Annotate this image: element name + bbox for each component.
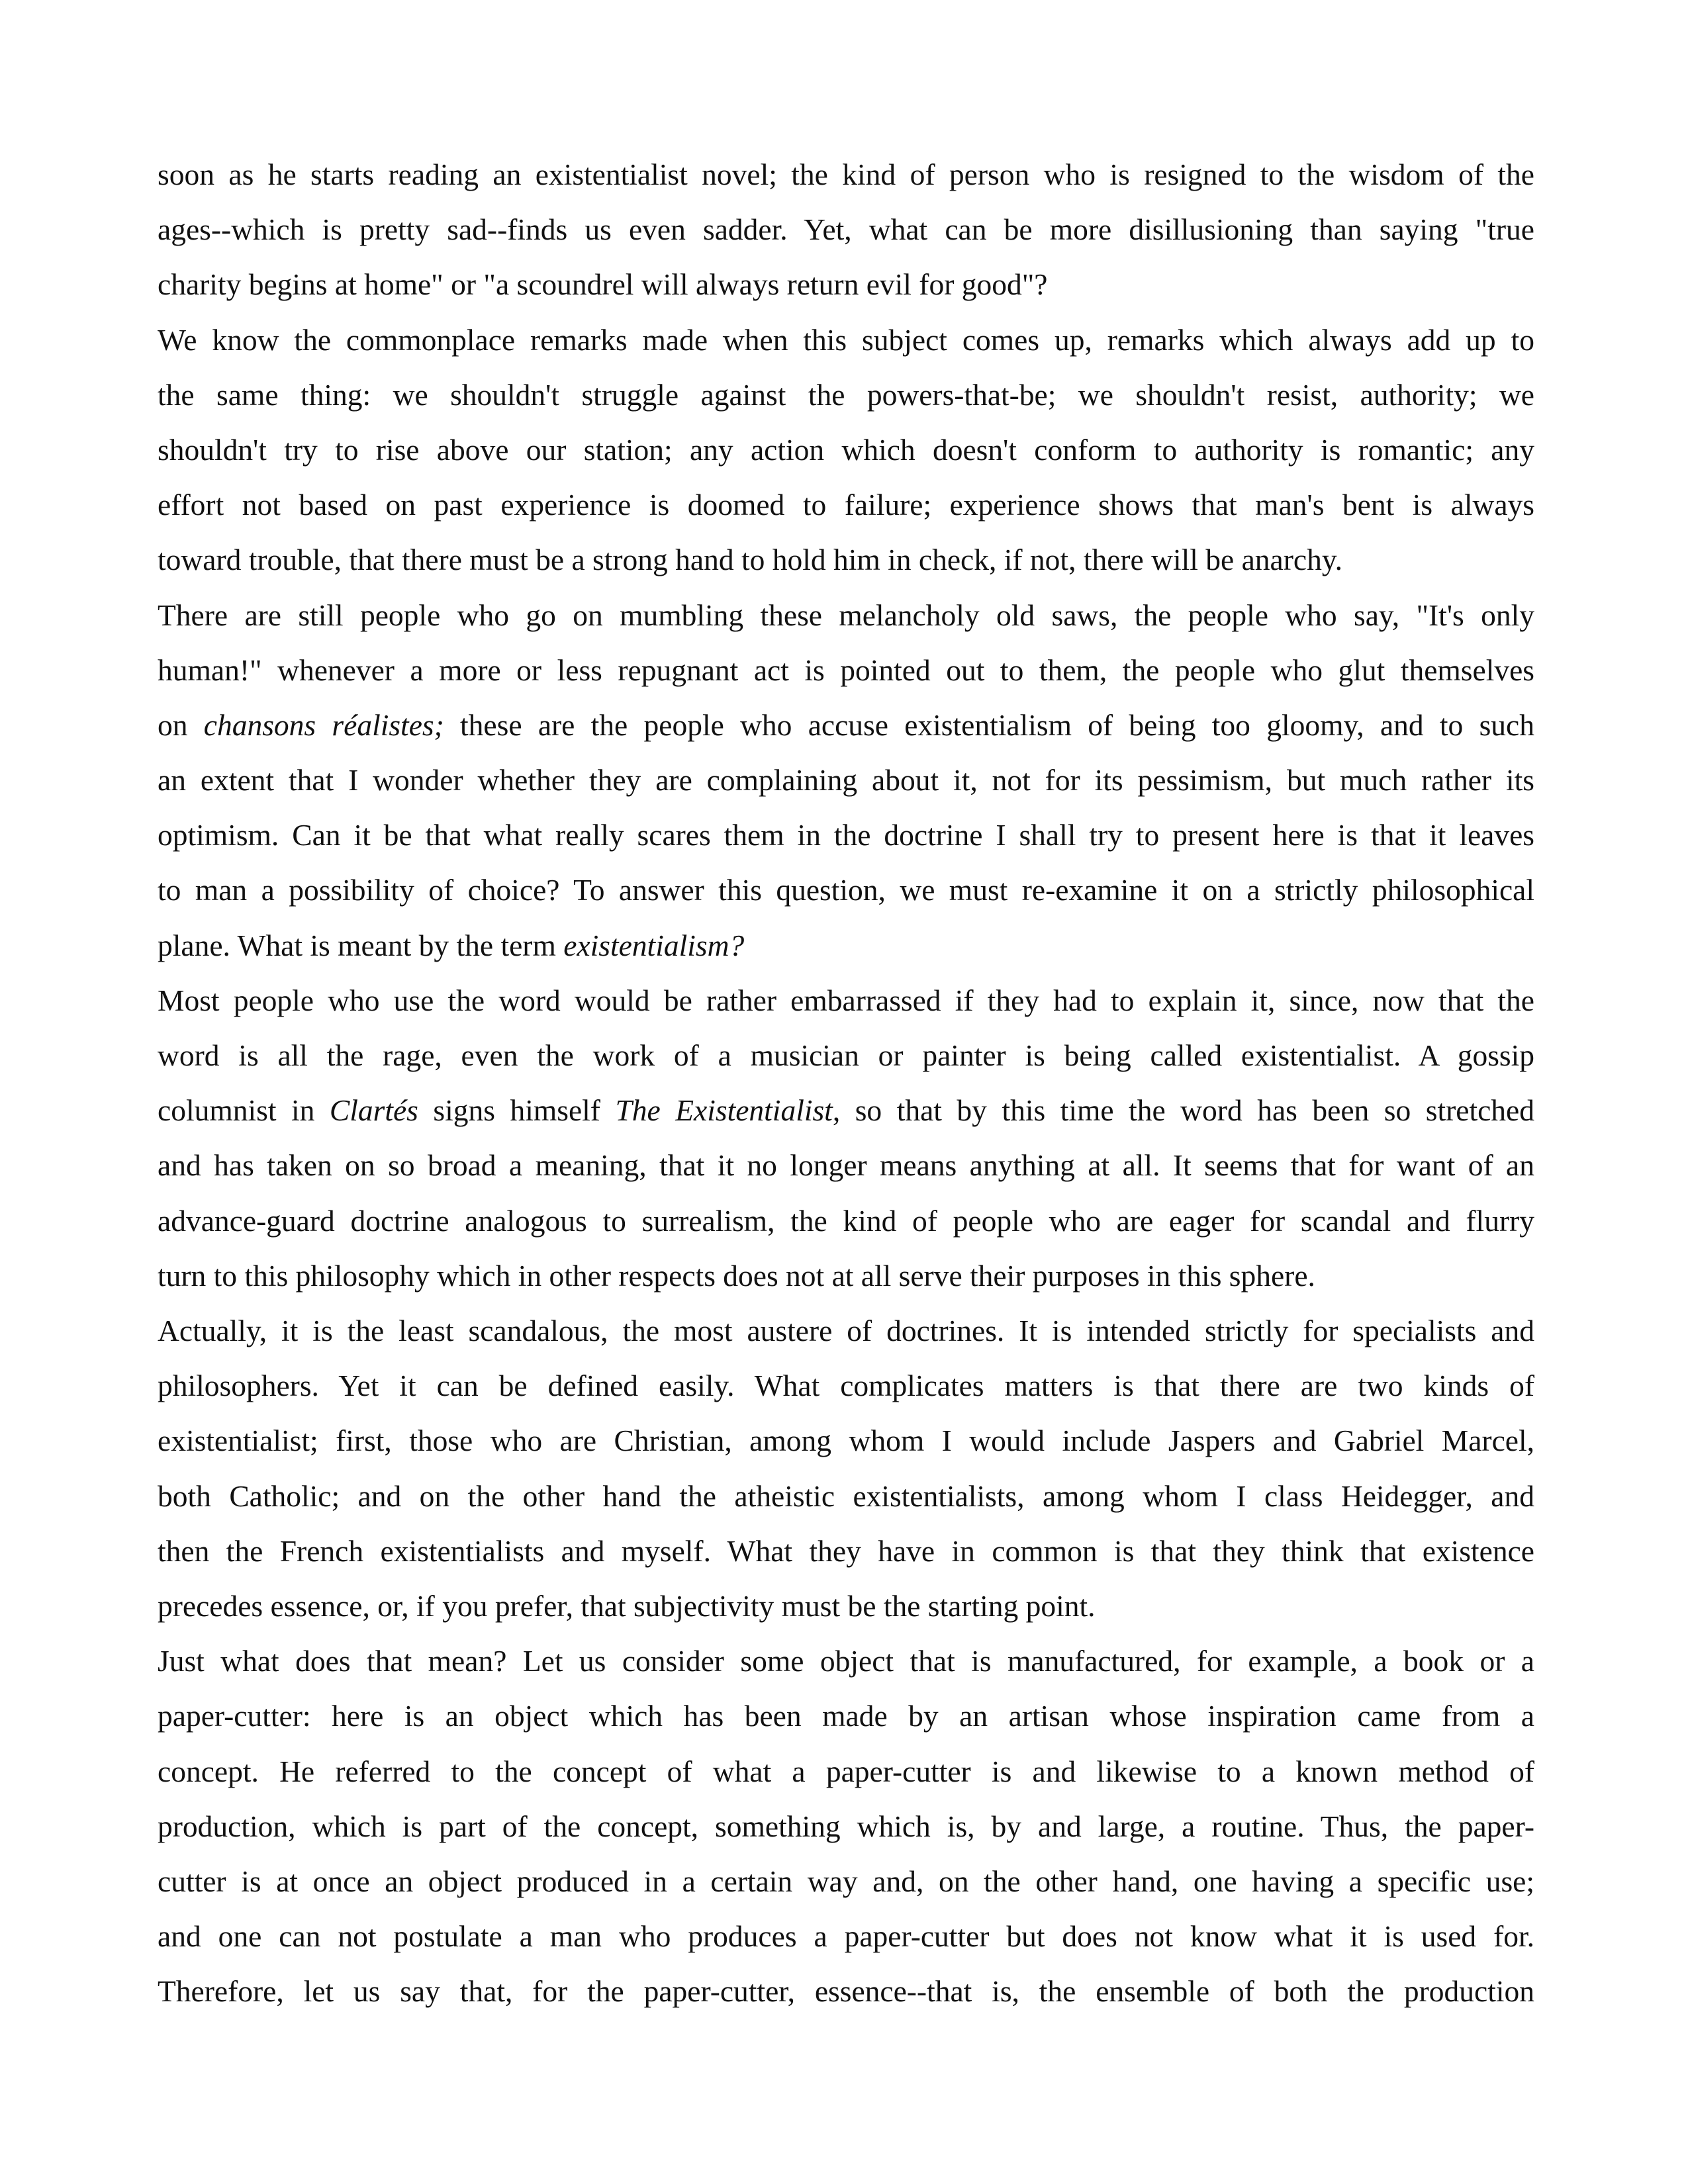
- text-line: We know the commonplace remarks made when this subject comes up, remarks which always add up to: [158, 322, 1534, 357]
- document-page: [158, 147, 1534, 2019]
- text-line: existentialist; first, those who are Christian, among whom I would include Jaspers and Gabriel Marcel,: [158, 1424, 1534, 1458]
- text-line: Therefore, let us say that, for the paper-cutter, essence--that is, the ensemble of both the production: [158, 1974, 1534, 2009]
- paragraph-4: [158, 973, 1534, 1303]
- paragraph-5: [158, 1303, 1534, 1633]
- italic-phrase: The Existentialist: [615, 1093, 833, 1128]
- italic-phrase: existentialism?: [563, 928, 745, 962]
- text-line: charity begins at home" or "a scoundrel will always return evil for good"?: [158, 267, 1048, 302]
- text-segment: columnist in: [158, 1093, 330, 1128]
- text-line: production, which is part of the concept, something which is, by and large, a routine. Thus, the paper-: [158, 1809, 1534, 1843]
- text-line: toward trouble, that there must be a strong hand to hold him in check, if not, there will be anarchy.: [158, 543, 1343, 577]
- italic-phrase: Clartés: [329, 1093, 418, 1128]
- text-line: soon as he starts reading an existentialist novel; the kind of person who is resigned to the wisdom of the: [158, 158, 1534, 191]
- text-line: and has taken on so broad a meaning, that it no longer means anything at all. It seems that for want of an: [158, 1148, 1534, 1183]
- text-line: precedes essence, or, if you prefer, that subjectivity must be the starting point.: [158, 1588, 1096, 1623]
- text-line: to man a possibility of choice? To answer this question, we must re-examine it on a strictly philosophical: [158, 873, 1534, 907]
- text-line: advance-guard doctrine analogous to surrealism, the kind of people who are eager for scandal and flurry: [158, 1203, 1534, 1238]
- text-line: turn to this philosophy which in other respects does not at all serve their purposes in this sphere.: [158, 1258, 1315, 1293]
- text-line: the same thing: we shouldn't struggle against the powers-that-be; we shouldn't resist, authority; we: [158, 377, 1534, 412]
- text-line: Just what does that mean? Let us consider some object that is manufactured, for example, a book or a: [158, 1644, 1534, 1678]
- text-line: both Catholic; and on the other hand the atheistic existentialists, among whom I class Heidegger, and: [158, 1479, 1534, 1513]
- text-line: paper-cutter: here is an object which has been made by an artisan whose inspiration came from a: [158, 1699, 1534, 1733]
- text-line: optimism. Can it be that what really scares them in the doctrine I shall try to present here is that it leaves: [158, 818, 1534, 852]
- text-line: then the French existentialists and myself. What they have in common is that they think that existence: [158, 1533, 1534, 1568]
- text-line: [158, 698, 1534, 752]
- text-segment: signs himself: [418, 1093, 616, 1128]
- text-segment: , so that by this time the word has been so stretched: [832, 1093, 1534, 1128]
- text-line: word is all the rage, even the work of a musician or painter is being called existentialist. A gossip: [158, 1038, 1534, 1073]
- paragraph-1: [158, 147, 1534, 312]
- text-line: concept. He referred to the concept of what a paper-cutter is and likewise to a known method of: [158, 1754, 1534, 1788]
- italic-phrase: chansons réalistes;: [203, 707, 444, 742]
- text-segment: these are the people who accuse existentialism of being too gloomy, and to such: [444, 707, 1534, 742]
- text-line: and one can not postulate a man who produces a paper-cutter but does not know what it is used for.: [158, 1919, 1534, 1954]
- text-line: human!" whenever a more or less repugnant act is pointed out to them, the people who glut themselves: [158, 653, 1534, 687]
- paragraph-2: [158, 312, 1534, 588]
- text-line: There are still people who go on mumbling these melancholy old saws, the people who say, "It's only: [158, 598, 1534, 632]
- text-line: Most people who use the word would be rather embarrassed if they had to explain it, since, now that the: [158, 983, 1534, 1017]
- text-line: Actually, it is the least scandalous, the most austere of doctrines. It is intended strictly for specialists and: [158, 1314, 1534, 1347]
- text-line: cutter is at once an object produced in a certain way and, on the other hand, one having a specific use;: [158, 1864, 1534, 1898]
- text-line: an extent that I wonder whether they are complaining about it, not for its pessimism, but much rather its: [158, 763, 1534, 797]
- text-line: ages--which is pretty sad--finds us even sadder. Yet, what can be more disillusioning than saying "true: [158, 212, 1534, 247]
- text-segment: on: [158, 707, 204, 742]
- text-line: shouldn't try to rise above our station; any action which doesn't conform to authority is romantic; any: [158, 432, 1534, 467]
- text-line: philosophers. Yet it can be defined easily. What complicates matters is that there are two kinds of: [158, 1369, 1534, 1403]
- text-line: [158, 918, 1534, 973]
- paragraph-6: [158, 1633, 1534, 2019]
- paragraph-3: [158, 588, 1534, 973]
- text-line: effort not based on past experience is doomed to failure; experience shows that man's bent is always: [158, 488, 1534, 522]
- text-segment: plane. What is meant by the term: [158, 928, 564, 962]
- text-line: [158, 1083, 1534, 1138]
